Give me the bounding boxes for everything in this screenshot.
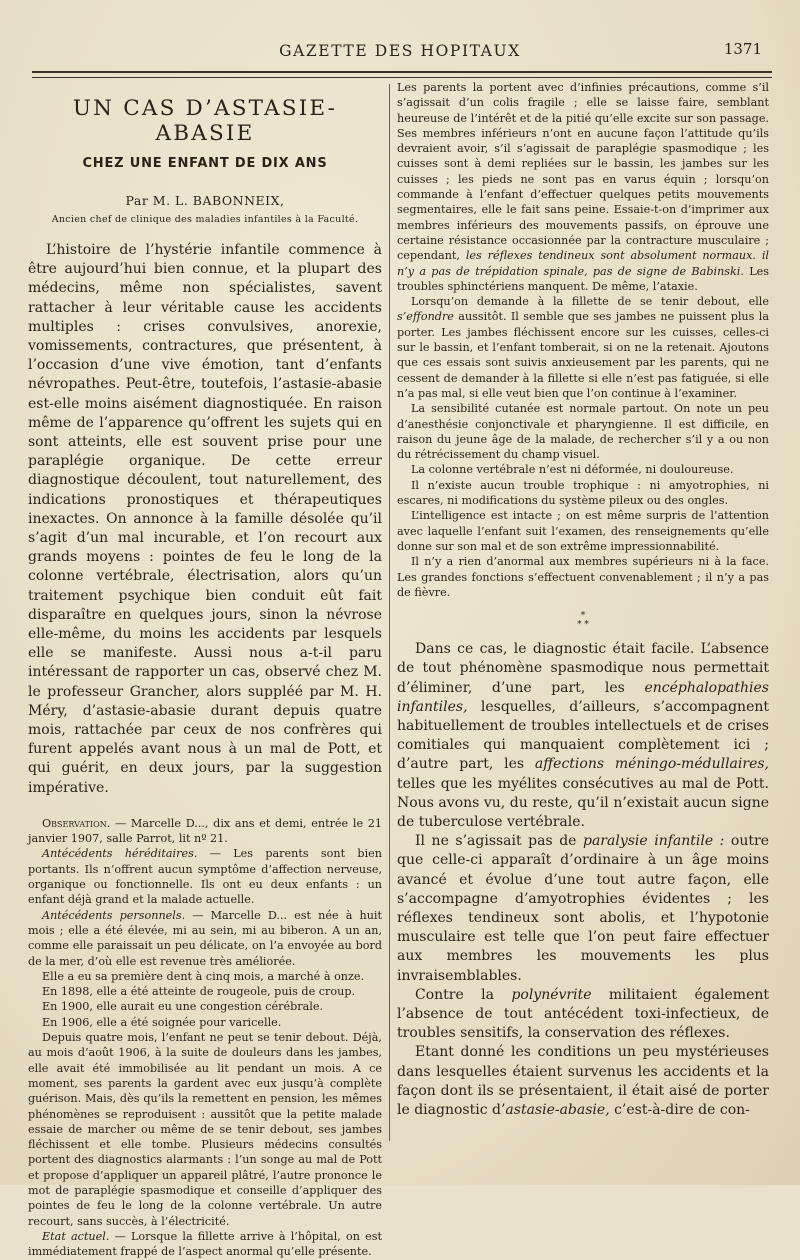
year-1900-paragraph: En 1900, elle aurait eu une congestion cérébrale. — [42, 1000, 324, 1014]
diagnosis-1-text-a: Dans ce cas, le diagnostic était facile. L’absence de tout phénomène spasmodique nous permettait d’éliminer, d’une part, les — [397, 641, 769, 696]
diagnosis-2-text-b: outre que celle-ci apparaît d’ordinaire à un âge moins avancé et évolue d’une tout autre façon, elle s’accompagne d’amyotrophies évidentes ; les réflexes tendineux sont abolis, et l’hypotonie musculaire est telle que l’on peut faire effectuer aux membres les mouvements les plus invraisemblables. — [397, 833, 769, 984]
standing-text-a: Lorsqu’on demande à la fillette de se tenir debout, elle — [411, 295, 769, 309]
running-head — [32, 42, 768, 64]
diagnosis-3-italic: polynévrite — [511, 986, 592, 1003]
diagnosis-3-text-b: militaient également l’absence de tout antécédent toxi-infectieux, de troubles sensitifs, la conservation des réflexes. — [397, 986, 769, 1042]
article-title: UN CAS D’ASTASIE-ABASIE — [72, 96, 338, 146]
intelligence-paragraph: L’intelligence est intacte ; on est même surpris de l’attention avec laquelle l’enfant suit l’examen, des renseignements qu’elle donne sur son mal et de son extrême impressionnabilité. — [397, 509, 769, 553]
diagnosis-2-italic: paralysie infantile : — [583, 833, 725, 850]
observation-label: Observation. — [42, 816, 111, 830]
diagnosis-4-text-b: c’est-à-dire de con- — [609, 1101, 750, 1118]
hereditary-label: Antécédents héréditaires. — [42, 847, 198, 861]
exam-text-italic: les réflexes tendineux sont absolument normaux. il n’y a pas de trépidation spinale, pas de signe de Babinski. — [397, 249, 769, 278]
exam-text-a: Les parents la portent avec d’infinies précautions, comme s’il s’agissait d’un colis fragile ; elle se laisse faire, semblant heureuse de l’intérêt et de la pitié qu’elle excite sur son passage. Ses membres inférieurs n’ont en aucune façon l’attitude qu’ils devraient avoir, s’il s’agissait de paraplégie spasmodique ; les cuisses sont à demi repliées sur le bassin, les jambes sur les cuisses ; les pieds ne sont pas en varus équin ; lorsqu’on commande à l’enfant d’effectuer quelques petits mouvements segmentaires, elle le fait sans peine. Essaie-t-on d’imprimer aux membres inférieurs des mouvements passifs, on éprouve une certaine résistance occasionnée par la contracture musculaire ; cependant, — [397, 81, 769, 263]
article-byline: Par M. L. BABONNEIX, — [125, 193, 285, 208]
milestones-paragraph: Elle a eu sa première dent à cinq mois, a marché à onze. — [42, 969, 365, 983]
year-1906-paragraph: En 1906, elle a été soignée pour varicelle. — [42, 1015, 282, 1029]
standing-text-italic: s’effondre — [397, 310, 454, 324]
diagnosis-paragraph-2 — [397, 832, 769, 986]
hereditary-paragraph — [28, 846, 382, 907]
right-column — [397, 80, 769, 1120]
left-column — [28, 88, 382, 1260]
section-asterism — [397, 612, 769, 630]
spine-paragraph: La colonne vertébrale n’est ni déformée, ni douloureuse. — [411, 463, 734, 477]
diagnosis-1-text-c: telles que les myélites consécutives au mal de Pott. Nous avons vu, du reste, qu’il n’existait aucun signe de tuberculose vertébrale. — [397, 775, 769, 830]
personal-label: Antécédents personnels. — [42, 908, 186, 922]
diagnosis-4-italic: astasie-abasie, — [505, 1101, 610, 1118]
diagnosis-paragraph-1 — [397, 640, 769, 832]
asterism-top: * — [580, 611, 586, 622]
asterism-bottom: * * — [577, 620, 589, 631]
diagnosis-4-text-a: Etant donné les conditions un peu mystérieuses dans lesquelles étaient survenus les accidents et la façon dont ils se présentaient, il était aisé de porter le diagnostic d’ — [397, 1044, 769, 1118]
header-rule-thin — [32, 77, 772, 78]
history-paragraph: Depuis quatre mois, l’enfant ne peut se tenir debout. Déjà, au mois d’août 1906, à la suite de douleurs dans les jambes, elle avait été immobilisée au lit pendant un mois. A ce moment, ses parents la gardent avec eux jusqu’à complète guérison. Mais, dès qu’ils la remettent en pension, les mêmes phénomènes se reproduisent : aussitôt que la petite malade essaie de marcher ou même de se tenir debout, ses jambes fléchissent et elle tombe. Plusieurs médecins consultés portent des diagnostics alarmants : l’un songe au mal de Pott et propose d’appliquer un appareil plâtré, l’autre prononce le mot de paraplégie spasmodique et conseille d’appliquer des pointes de feu le long de la colonne vertébrale. Un autre recourt, sans succès, à l’électricité. — [28, 1031, 382, 1228]
page-number: 1371 — [723, 40, 762, 58]
observation-paragraph — [28, 816, 382, 847]
functions-paragraph: Il n’y a rien d’anormal aux membres supérieurs ni à la face. Les grandes fonctions s’effectuent convenablement ; il n’y a pas de fièvre. — [397, 555, 769, 599]
diagnosis-1-italic-1: encéphalopathies infantiles, — [397, 679, 769, 715]
personal-paragraph — [28, 908, 382, 969]
diagnosis-paragraph-3 — [397, 986, 769, 1044]
current-state-label: Etat actuel. — [42, 1229, 110, 1243]
running-title: GAZETTE DES HOPITAUX — [279, 42, 521, 60]
diagnosis-3-text-a: Contre la — [415, 986, 512, 1003]
header-rule-thick — [32, 71, 772, 73]
diagnosis-1-italic-2: affections méningo-médullaires, — [534, 756, 769, 773]
diagnosis-2-text-a: Il ne s’agissait pas de — [415, 833, 583, 850]
column-divider — [389, 84, 390, 1141]
current-state-paragraph — [28, 1229, 382, 1260]
observation-text: — Marcelle D..., dix ans et demi, entrée le 21 janvier 1907, salle Parrot, lit nº 21. — [28, 816, 382, 846]
current-state-text: — Lorsque la fillette arrive à l’hôpital, on est immédiatement frappé de l’aspect anormal qu’elle présente. — [28, 1229, 382, 1259]
hereditary-text: — Les parents sont bien portants. Ils n’offrent aucun symptôme d’affection nerveuse, organique ou fonctionnelle. Ils ont eu deux enfants : un enfant déjà grand et la malade actuelle. — [28, 847, 382, 907]
intro-paragraph: L’histoire de l’hystérie infantile commence à être aujourd’hui bien connue, et la plupart des médecins, même non spécialistes, savent rattacher à leur véritable cause les accidents multiples : crises convulsives, anorexie, vomissements, contractures, que présentent, à l’occasion d’une vive émotion, tant d’enfants névropathes. Peut-être, toutefois, l’astasie-abasie est-elle moins aisément diagnostiquée. En raison même de l’apparence qu’offrent les sujets qui en sont atteints, elle est souvent prise pour une paraplégie organique. De cette erreur diagnostique découlent, tout naturellement, des indications pronostiques et thérapeutiques inexactes. On annonce à la famille désolée qu’il s’agit d’un mal incurable, et l’on recourt aux grands moyens : pointes de feu le long de la colonne vertébrale, électrisation, alors qu’un traitement psychique bien conduit eût fait disparaître en quelques jours, sinon la névrose elle-même, du moins les accidents par lesquels elle se manifeste. Aussi nous a-t-il paru intéressant de rapporter un cas, observé chez M. le professeur Grancher, alors suppléé par M. H. Méry, d’astasie-abasie durant depuis quatre mois, rattachée par ceux de nos confrères qui furent appelés avant nous à un mal de Pott, et qui guérit, en deux jours, par la suggestion impérative. — [28, 242, 382, 796]
exam-paragraph — [397, 80, 769, 294]
year-1898-paragraph: En 1898, elle a été atteinte de rougeole, puis de croup. — [42, 985, 356, 999]
sensibility-paragraph: La sensibilité cutanée est normale partout. On note un peu d’anesthésie conjonctivale et pharyngienne. Il est difficile, en raison du jeune âge de la malade, de rechercher s’il y a ou non du rétrécissement du champ visuel. — [397, 402, 769, 462]
exam-text-b: Les troubles sphinctériens manquent. De même, l’ataxie. — [397, 264, 770, 293]
trophic-paragraph: Il n’existe aucun trouble trophique : ni amyotrophies, ni escares, ni modifications du système pileux ou des ongles. — [397, 478, 769, 508]
article-subtitle: CHEZ UNE ENFANT DE DIX ANS — [82, 156, 328, 171]
diagnosis-1-text-b: lesquelles, d’ailleurs, s’accompagnent habituellement de troubles intellectuels et de crises comitiales qui manquaient complètement ici ; d’autre part, les — [397, 698, 769, 773]
diagnosis-paragraph-4 — [397, 1043, 769, 1120]
author-affiliation: Ancien chef de clinique des maladies infantiles à la Faculté. — [51, 214, 359, 225]
standing-paragraph — [397, 294, 769, 401]
standing-text-b: aussitôt. Il semble que ses jambes ne puissent plus la porter. Les jambes fléchissent encore sur les cuisses, celles-ci sur le bassin, et l’enfant tomberait, si on ne la retenait. Ajoutons que ces essais sont suivis anxieusement par les parents, qui ne cessent de demander à la fillette si elle n’est pas fatiguée, si elle n’a pas mal, si elle veut bien que l’on continue à l’examiner. — [397, 310, 769, 400]
personal-text: — Marcelle D... est née à huit mois ; elle a été élevée, mi au sein, mi au biberon. A un an, comme elle paraissait un peu délicate, on l’a envoyée au bord de la mer, d’où elle est revenue très améliorée. — [28, 908, 382, 968]
